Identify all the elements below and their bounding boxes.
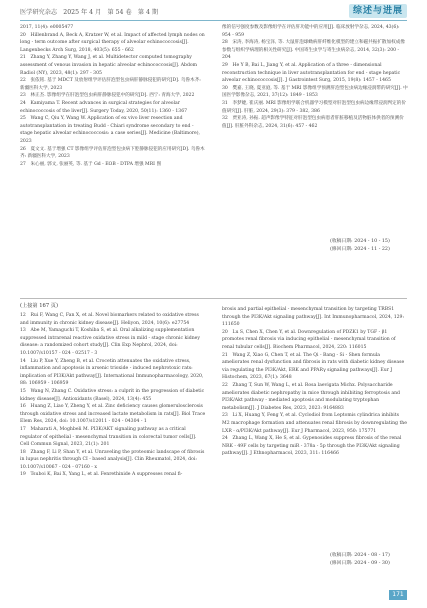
reference-entry: 像的信号强度参数及影像组学在评估肝功能中的应用[J]. 临床放射学杂志, 2024, 43(6): 954 - 959 bbox=[222, 25, 400, 38]
reference-entry: 30 樊嘉, 王晓, 夏亚庭, 等. 基于 MRI 影像组学预测肝泡型包虫病边缘浸润带的研究[J]. 中国医学影像杂志, 2021, 37(12): 1849 - 1853 bbox=[222, 85, 408, 99]
reference-entry: brosis and partial epithelial - mesenchymal transition by targeting TRBS1 through the PI3K/Akt signaling pathway[J]. Int Immunopharmacol, 2024, 129: 111650 bbox=[222, 307, 405, 328]
reference-entry: 21 Wang Z, Xiao G, Chen T, et al. The Qi - Bang - Si - Shen formula ameliorates renal dysfunction and fibrosis in rats with diabetic kidney disease via regulating the PI3K/Akt, ERK and PPARγ signaling pathways[J]. Eur J Histochem, 2023, 67(1): 3648 bbox=[222, 352, 405, 381]
journal-title: 医学研究杂志 2025 年 4 月 第 54 卷 第 4 期 bbox=[20, 9, 159, 16]
references-top-left bbox=[20, 24, 206, 168]
reference-entry: 23 林正杰. 影像组学在肝泡型包虫病肝静脉侵犯中的研究[D]. 西宁: 青海大学, 2022 bbox=[20, 93, 195, 99]
reference-entry: 22 Zhang T, Sun W, Wang L, et al. Rosa laevigata Michx. Polysaccharide ameliorates diabetic nephropathy in mice through inhibiting ferroptosis and PI3K/Akt pathway - mediated apoptosis and modulating tryptophan metabolism[J]. J Diabetes Res, 2023, 2023: 9164883 bbox=[222, 382, 400, 411]
reference-entry: 20 Lu S, Chen X, Chen Y, et al. Downregulation of PDZK1 by TGF - β1 promotes renal fibrosis via inducing epithelial - mesenchymal transition of renal tubular cells[J]. Biochem Pharmacol, 2024, 220: 116015 bbox=[222, 329, 396, 350]
reference-entry: 28 宋涛, 李海涛, 杨宝泽, 等. 大鼠肝泡球蚴病肝纤维化模型的建立和磁共振扩散加权成像参数与组织学病理的相关性研究[J]. 中国寄生虫学与寄生虫病杂志, 2014, 32(3): 200 - 204 bbox=[222, 40, 405, 61]
reference-entry: 20 Hillenbrand A, Beck A, Kratzer W, et al. Impact of affected lymph nodes on long - term outcome after surgical therapy of alveolar echinococcosis[J]. Langenbecks Arch Surg, 2018, 403(5): 655 - 662 bbox=[20, 32, 205, 53]
reference-entry: 24 Kamiyama T. Recent advances in surgical strategies for alveolar echinococcosis of the liver[J]. Surgery Today, 2020, 50(11): 1360 - 1367 bbox=[20, 100, 188, 114]
reference-entry: 14 Liu P, Xue Y, Zheng B, et al. Crocetin attenuates the oxidative stress, inflammation and apoptosis in arsenic trioxide - induced nephrotoxic rats: implication of PI3K/Akt pathway[J]. International Immunopharmacology, 2020, 88: 106959 - 106959 bbox=[20, 358, 204, 387]
page-number: 171 bbox=[389, 590, 407, 600]
reference-entry: 23 Li X, Huang Y, Feng Y, et al. Cyclodiol from Leptomis cylindrica inhibits M2 macrophage formation and attenuates renal fibrosis by downregulating the LXR - α/PI3K/Akt pathway[J]. Eur J Pharmacol, 2023, 950: 175771 bbox=[222, 413, 407, 434]
reference-entry: 2017, 11(4): e0005477 bbox=[20, 25, 74, 30]
reference-entry: 12 Rui F, Wang C, Fan X, et al. Novel biomarkers related to oxidative stress and immunity in chronic kidney disease[J]. Heliyon, 2024, 10(6): e27754 bbox=[20, 313, 199, 326]
reference-entry: 15 Wang N, Zhang C. Oxidative stress: a culprit in the progression of diabetic kidney disease[J]. Antioxidants (Basel), 2024, 13(4): 455 bbox=[20, 388, 205, 402]
reference-entry: 18 Zhang F, Li P, Shan Y, et al. Unraveling the proteomic landscape of fibrosis in lupus nephritis through CI - based analysis[J]. Clin Rheumatol, 2024, doi: 10.1007/s10067 - 024 - 07160 - x bbox=[20, 449, 205, 470]
received-date: (收稿日期: 2024 - 10 - 15) bbox=[330, 239, 390, 244]
revised-date: (修回日期: 2024 - 09 - 30) bbox=[330, 561, 390, 566]
reference-entry: 21 Zhang Y, Zhang Y, Wang J, et al. Multidetector computed tomography assessment of venous invasion in hepatic alveolar echinococcosis[J]. Abdom Radiol (NY), 2023, 48(1): 297 - 305 bbox=[20, 55, 198, 76]
references-bottom-right bbox=[222, 306, 408, 458]
section-badge: 综述与进展 bbox=[349, 4, 407, 18]
reference-entry: 32 贾亚涛, 孙振. 超声影像学特征对肝泡型包虫病患者肝脏移植及活物脏体供者的预测价值[J]. 肝脏外科杂志, 2024, 31(6): 457 - 462 bbox=[222, 116, 404, 129]
references-top-right bbox=[222, 24, 408, 130]
section-divider bbox=[20, 298, 407, 299]
revised-date: (修回日期: 2024 - 11 - 22) bbox=[330, 247, 390, 252]
reference-entry: 19 Tsuboi K, Bai X, Yang L, et al. Fenrethinide A suppresses renal fi- bbox=[20, 472, 183, 478]
reference-entry: 25 Wang C, Qiu Y, Wang W. Application of ex vivo liver resection and autotransplantation in treating Budd - Chiari syndrome secondary to end - stage hepatic alveolar echinococcosis: a case series[J]. Medicine (Baltimore), 2023 bbox=[20, 116, 201, 144]
received-date: (收稿日期: 2024 - 08 - 17) bbox=[330, 553, 390, 558]
top-dates bbox=[330, 238, 410, 254]
reference-entry: 16 Huang Z, Liao Y, Zheng Y, et al. Zinc deficiency causes glomerulosclerosis through oxidative stress and increased lactate metabolism in rats[J]. Biol Trace Elem Res, 2024, doi: 10.1007/s12011 - 024 - 04304 - 1 bbox=[20, 404, 206, 425]
reference-entry: 17 Maharati A, Moghbeli M. PI3K/AKT signaling pathway as a critical regulator of epithelial - mesenchymal transition in colorectal tumor cells[J]. Cell Commun Signal, 2023, 21(1): 201 bbox=[20, 426, 197, 448]
reference-entry: 29 He Y B, Bai L, Jiang Y, et al. Application of a three - dimensional reconstruction technique in liver autotransplantation for end - stage hepatic alveolar echinococcosis[J]. J Gastrointest Surg, 2015, 19(8): 1457 - 1465 bbox=[222, 62, 401, 84]
references-bottom-left bbox=[20, 312, 206, 479]
reference-entry: 31 李梦婕, 崔庆丽. MRI 影像组学联合机器学习模型对肝泡型包虫病边缘带浸润判定的价值研究[J]. 肝脏, 2024, 29(3): 379 - 382, 386 bbox=[222, 100, 406, 114]
continued-label: (上接第 167 页) bbox=[20, 303, 58, 309]
page-header bbox=[0, 0, 427, 22]
reference-entry: 22 张依铭. 基于 MDCT 及放射组学评估肝泡型包虫病肝静脉侵犯的研究[D]. 乌鲁木齐: 新疆医科大学, 2023 bbox=[20, 78, 201, 91]
bottom-dates bbox=[330, 552, 410, 568]
reference-entry: 13 Abe M, Yamaguchi T, Koshiba S, et al. Oral alkalizing supplementation suppressed intrarenal reactive oxidative stress in mild - stage chronic kidney disease: a randomized cohort study[J]. Clin Exp Nephrol, 2024, doi: 10.1007/s10157 - 024 - 02517 - 3 bbox=[20, 328, 200, 356]
header-rule bbox=[20, 20, 407, 21]
reference-entry: 27 朱心丽, 郭文, 张丽英, 等. 基于 Gd - EOB - DTPA 增强 MRI 图 bbox=[20, 161, 162, 167]
reference-entry: 26 夏文文. 基于增强 CT 影像组学评估肝泡型包虫病下腔静脉侵犯的应用研究[D]. 乌鲁木齐: 新疆医科大学, 2023 bbox=[20, 146, 205, 160]
reference-entry: 24 Zhang L, Wang X, He S, et al. Gypenosides suppress fibrosis of the renal NRK - 49F cells by targeting miR - 378a - 5p through the PI3K/Akt signaling pathway[J]. J Ethnopharmacol, 2023, 311: 116466 bbox=[222, 436, 402, 457]
